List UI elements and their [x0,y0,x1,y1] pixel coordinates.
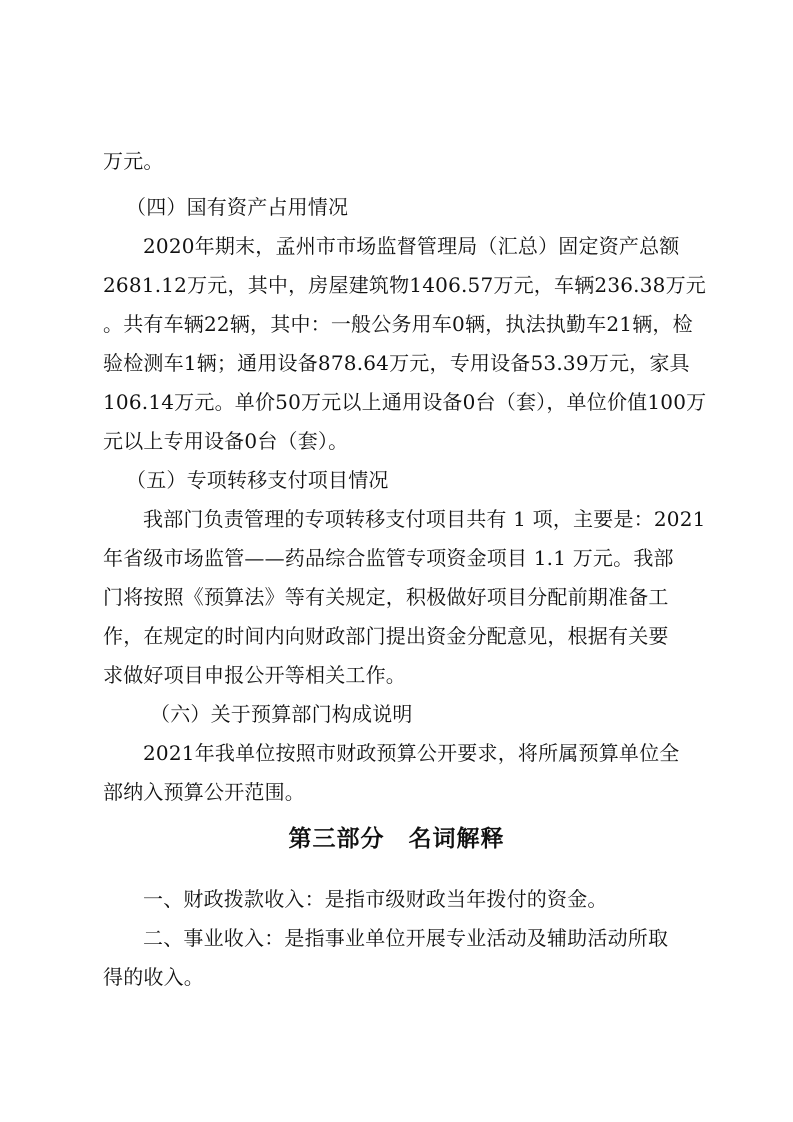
definition-item: 二、事业收入：是指事业单位开展专业活动及辅助活动所取 [143,926,669,950]
section4-line: 2020年期末，孟州市市场监督管理局（汇总）固定资产总额 [143,234,680,258]
section4-line: 106.14万元。单价50万元以上通用设备0台（套），单位价值100万 [103,390,707,414]
section6-title: （六）关于预算部门构成说明 [150,702,413,726]
section6-line: 2021年我单位按照市财政预算公开要求，将所属预算单位全 [143,741,680,765]
section5-line: 门将按照《预算法》等有关规定，积极做好项目分配前期准备工 [103,585,669,609]
section4-line: 元以上专用设备0台（套）。 [103,429,349,453]
section5-line: 年省级市场监管——药品综合监管专项资金项目 1.1 万元。我部 [103,546,674,570]
section4-line: 。共有车辆22辆，其中：一般公务用车0辆，执法执勤车21辆，检 [103,312,693,336]
definition-item: 一、财政拨款收入：是指市级财政当年拨付的资金。 [143,887,608,911]
section5-line: 我部门负责管理的专项转移支付项目共有 1 项，主要是：2021 [143,507,706,531]
definition-item: 得的收入。 [103,965,204,989]
section4-line: 2681.12万元，其中，房屋建筑物1406.57万元，车辆236.38万元 [103,273,706,297]
section6-line: 部纳入预算公开范围。 [103,780,305,804]
continuation-text: 万元。 [103,149,164,173]
section4-title: （四）国有资产占用情况 [126,195,349,219]
part3-heading: 第三部分 名词解释 [288,826,505,852]
section4-line: 验检测车1辆；通用设备878.64万元，专用设备53.39万元，家具 [103,351,690,375]
section5-line: 求做好项目申报公开等相关工作。 [103,663,406,687]
section5-title: （五）专项转移支付项目情况 [126,468,389,492]
section5-line: 作，在规定的时间内向财政部门提出资金分配意见，根据有关要 [103,624,669,648]
